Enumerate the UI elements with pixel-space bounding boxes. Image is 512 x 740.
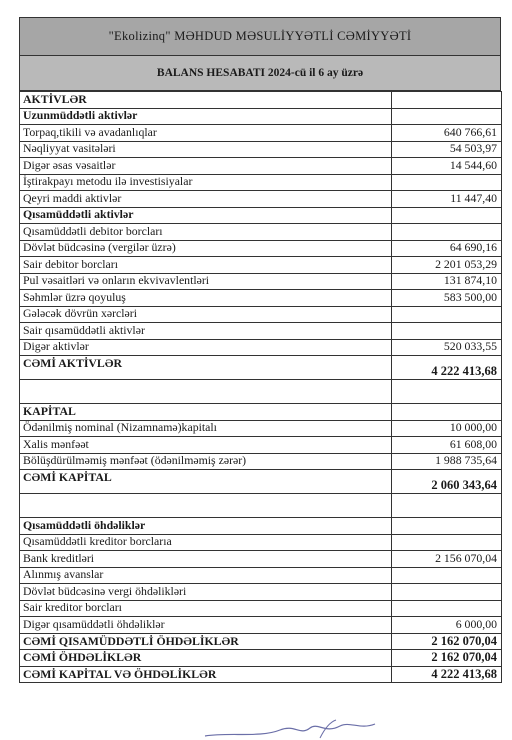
row-label: Xalis mənfəət (20, 437, 392, 454)
row-label: Nəqliyyat vasitələri (20, 141, 392, 158)
row-label: AKTİVLƏR (20, 92, 392, 109)
row-value: 61 608,00 (392, 437, 502, 454)
table-row (20, 257, 502, 274)
row-label: CƏMİ KAPİTAL VƏ ÖHDƏLİKLƏR (20, 666, 392, 683)
table-row (20, 191, 502, 208)
table-row (20, 650, 502, 667)
row-value: 2 162 070,04 (392, 633, 502, 650)
row-label: CƏMİ QISAMÜDDƏTLİ ÖHDƏLİKLƏR (20, 633, 392, 650)
row-label: Səhmlər üzrə qoyuluş (20, 290, 392, 307)
row-value: 4 222 413,68 (392, 356, 502, 380)
row-label: Qısamüddətli öhdəliklər (20, 518, 392, 535)
table-row (20, 306, 502, 323)
row-value: 2 156 070,04 (392, 551, 502, 568)
row-label: Bölüşdürülməmiş mənfəət (ödənilməmiş zərər) (20, 453, 392, 470)
table-row (20, 494, 502, 518)
row-label: CƏMİ ÖHDƏLİKLƏR (20, 650, 392, 667)
table-row (20, 108, 502, 125)
row-value (392, 380, 502, 404)
table-row (20, 290, 502, 307)
row-value: 1 988 735,64 (392, 453, 502, 470)
row-value (392, 518, 502, 535)
row-label: Qısamüddətli debitor borcları (20, 224, 392, 241)
row-value (392, 404, 502, 421)
report-subtitle: BALANS HESABATI 2024-cü il 6 ay üzrə (19, 56, 501, 91)
table-row (20, 125, 502, 142)
row-label: Qeyri maddi aktivlər (20, 191, 392, 208)
row-label: Pul vəsaitləri və onların ekvivavlentləri (20, 273, 392, 290)
row-value (392, 92, 502, 109)
row-label: Qısamüddətli aktivlər (20, 207, 392, 224)
balance-sheet (19, 17, 501, 683)
row-label: Gələcək dövrün xərcləri (20, 306, 392, 323)
row-label: CƏMİ KAPİTAL (20, 470, 392, 494)
row-value: 2 201 053,29 (392, 257, 502, 274)
table-row (20, 666, 502, 683)
table-row (20, 404, 502, 421)
row-label: İştirakpayı metodu ilə investisiyalar (20, 174, 392, 191)
table-row (20, 567, 502, 584)
table-row (20, 273, 502, 290)
table-row (20, 92, 502, 109)
table-row (20, 534, 502, 551)
row-value: 54 503,97 (392, 141, 502, 158)
row-value: 583 500,00 (392, 290, 502, 307)
table-row (20, 158, 502, 175)
row-value: 2 162 070,04 (392, 650, 502, 667)
row-value: 640 766,61 (392, 125, 502, 142)
signature-scribble (200, 718, 400, 740)
company-title: "Ekolizinq" MƏHDUD MƏSULİYYƏTLİ CƏMİYYƏTİ (19, 17, 501, 56)
row-value (392, 584, 502, 601)
row-value (392, 600, 502, 617)
row-value (392, 534, 502, 551)
table-row (20, 551, 502, 568)
row-label: KAPİTAL (20, 404, 392, 421)
table-row (20, 470, 502, 494)
row-label: Qısamüddətli kreditor borclarıa (20, 534, 392, 551)
row-label: Digər əsas vəsaitlər (20, 158, 392, 175)
row-label: Dövlət büdcəsinə vergi öhdəlikləri (20, 584, 392, 601)
row-value: 11 447,40 (392, 191, 502, 208)
row-label: Digər aktivlər (20, 339, 392, 356)
table-row (20, 518, 502, 535)
row-value: 2 060 343,64 (392, 470, 502, 494)
table-row (20, 339, 502, 356)
row-label (20, 380, 392, 404)
row-value (392, 306, 502, 323)
row-label: CƏMİ AKTİVLƏR (20, 356, 392, 380)
table-row (20, 453, 502, 470)
table-row (20, 224, 502, 241)
table-row (20, 420, 502, 437)
table-row (20, 600, 502, 617)
row-value: 14 544,60 (392, 158, 502, 175)
table-row (20, 584, 502, 601)
balance-table (19, 91, 502, 683)
row-label: Ödənilmiş nominal (Nizamnamə)kapitalı (20, 420, 392, 437)
table-row (20, 437, 502, 454)
row-label: Torpaq,tikili və avadanlıqlar (20, 125, 392, 142)
row-label: Digər qısamüddətli öhdəliklər (20, 617, 392, 634)
table-row (20, 356, 502, 380)
table-row (20, 633, 502, 650)
table-row (20, 323, 502, 340)
row-value (392, 207, 502, 224)
table-row (20, 207, 502, 224)
row-label: Sair qısamüddətli aktivlər (20, 323, 392, 340)
table-row (20, 240, 502, 257)
row-value (392, 494, 502, 518)
row-label: Sair debitor borcları (20, 257, 392, 274)
table-row (20, 174, 502, 191)
row-label: Alınmış avanslar (20, 567, 392, 584)
row-value: 64 690,16 (392, 240, 502, 257)
row-value: 6 000,00 (392, 617, 502, 634)
table-row (20, 617, 502, 634)
row-label: Uzunmüddətli aktivlər (20, 108, 392, 125)
row-label (20, 494, 392, 518)
row-value (392, 108, 502, 125)
row-value (392, 174, 502, 191)
row-value: 520 033,55 (392, 339, 502, 356)
row-value (392, 567, 502, 584)
row-value: 4 222 413,68 (392, 666, 502, 683)
row-label: Bank kreditləri (20, 551, 392, 568)
table-row (20, 380, 502, 404)
row-value (392, 323, 502, 340)
row-value: 131 874,10 (392, 273, 502, 290)
row-label: Sair kreditor borcları (20, 600, 392, 617)
row-label: Dövlət büdcəsinə (vergilər üzrə) (20, 240, 392, 257)
row-value (392, 224, 502, 241)
row-value: 10 000,00 (392, 420, 502, 437)
table-row (20, 141, 502, 158)
